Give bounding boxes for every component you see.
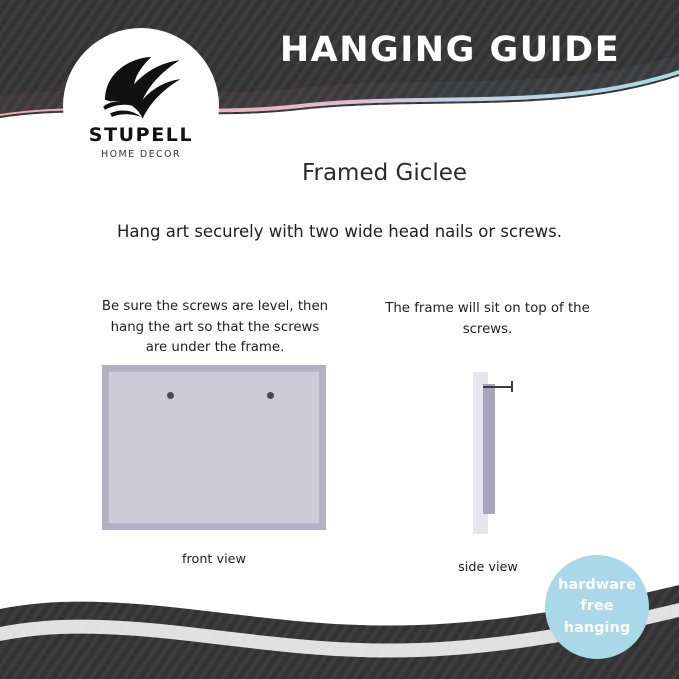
frame-shape — [483, 384, 495, 514]
badge-line-2: free — [580, 598, 614, 615]
brand-logo — [63, 28, 219, 184]
screw-head-icon — [511, 381, 513, 392]
side-view-caption: The frame will sit on top of the screws. — [385, 301, 590, 337]
product-type: Framed Giclee — [301, 160, 468, 186]
brand-tagline: HOME DECOR — [101, 149, 181, 160]
screw-icon — [483, 386, 513, 388]
front-view-label: front view — [182, 552, 246, 567]
hanging-instruction: Hang art securely with two wide head nails or screws. — [117, 222, 562, 241]
front-view-mat — [108, 371, 320, 524]
front-view-caption: Be sure the screws are level, then hang the art so that the screws are under the frame. — [101, 299, 329, 356]
screw-icon — [267, 392, 274, 399]
side-view-label: side view — [458, 560, 518, 575]
page-title: HANGING GUIDE — [279, 30, 621, 70]
badge-line-1: hardware — [558, 577, 636, 594]
hardware-free-badge — [545, 555, 649, 659]
screw-icon — [167, 392, 174, 399]
front-view-diagram — [102, 365, 326, 530]
badge-line-3: hanging — [563, 619, 631, 636]
stupell-swoosh-logo-icon — [98, 50, 184, 122]
side-view-diagram — [455, 362, 515, 534]
brand-name: STUPELL — [88, 124, 194, 146]
